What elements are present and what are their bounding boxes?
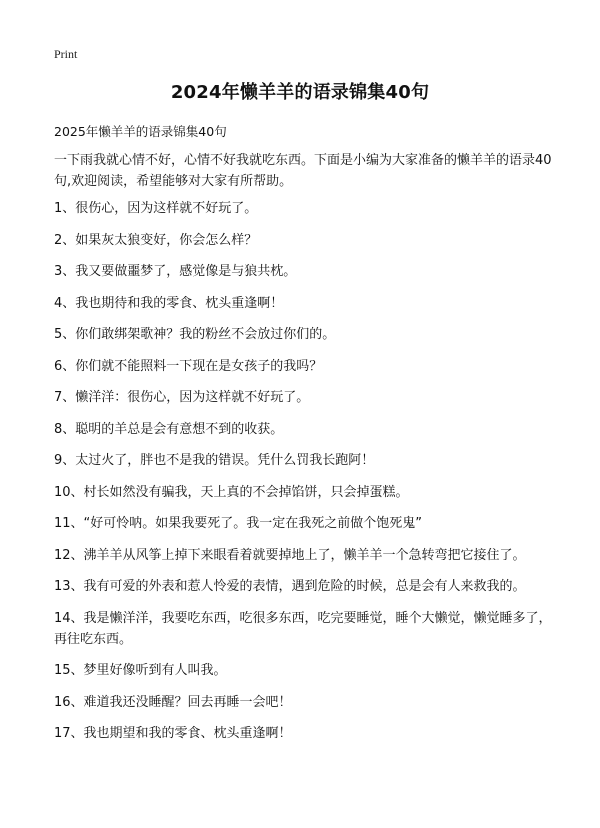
- list-item: 15、梦里好像听到有人叫我。: [54, 663, 227, 678]
- list-item: 4、我也期待和我的零食、枕头重逢啊！: [54, 295, 284, 311]
- list-item: 5、你们敢绑架歌神？我的粉丝不会放过你们的。: [54, 327, 336, 342]
- list-item: 11、“好可怜呐。如果我要死了。我一定在我死之前做个饱死鬼”: [54, 516, 423, 531]
- list-item: 17、我也期望和我的零食、枕头重逢啊！: [54, 726, 292, 741]
- list-item: 3、我又要做噩梦了，感觉像是与狼共枕。: [54, 264, 297, 279]
- list-item: 12、沸羊羊从风筝上掉下来眼看着就要掉地上了，懒羊羊一个急转弯把它接住了。: [54, 547, 526, 563]
- list-item: 13、我有可爱的外表和惹人怜爱的表情，遇到危险的时候，总是会有人来救我的。: [54, 579, 526, 594]
- list-item: 9、太过火了，胖也不是我的错误。凭什么罚我长跑阿！: [54, 453, 375, 468]
- list-item: 16、难道我还没睡醒？回去再睡一会吧！: [54, 694, 292, 710]
- list-item: 14、我是懒洋洋，我要吃东西，吃很多东西，吃完要睡觉，睡个大懒觉，懒觉睡多了，再往吃东西。: [54, 610, 552, 647]
- document-subtitle: 2025年懒羊羊的语录锦集40句: [54, 124, 227, 139]
- list-item: 2、如果灰太狼变好，你会怎么样？: [54, 232, 258, 248]
- print-link[interactable]: Print: [54, 47, 78, 61]
- list-item: 7、懒洋洋：很伤心，因为这样就不好玩了。: [54, 390, 310, 405]
- list-item: 6、你们就不能照料一下现在是女孩子的我吗？: [54, 358, 323, 374]
- list-item: 1、很伤心，因为这样就不好玩了。: [54, 201, 258, 216]
- page-title: 2024年懒羊羊的语录锦集40句: [170, 82, 430, 103]
- list-item: 10、村长如然没有骗我，天上真的不会掉馅饼，只会掉蛋糕。: [54, 484, 409, 500]
- intro-paragraph: 一下雨我就心情不好，心情不好我就吃东西。下面是小编为大家准备的懒羊羊的语录40句,欢迎阅读，希望能够对大家有所帮助。: [54, 153, 552, 189]
- list-item: 8、聪明的羊总是会有意想不到的收获。: [54, 421, 284, 437]
- quote-list: [54, 198, 559, 755]
